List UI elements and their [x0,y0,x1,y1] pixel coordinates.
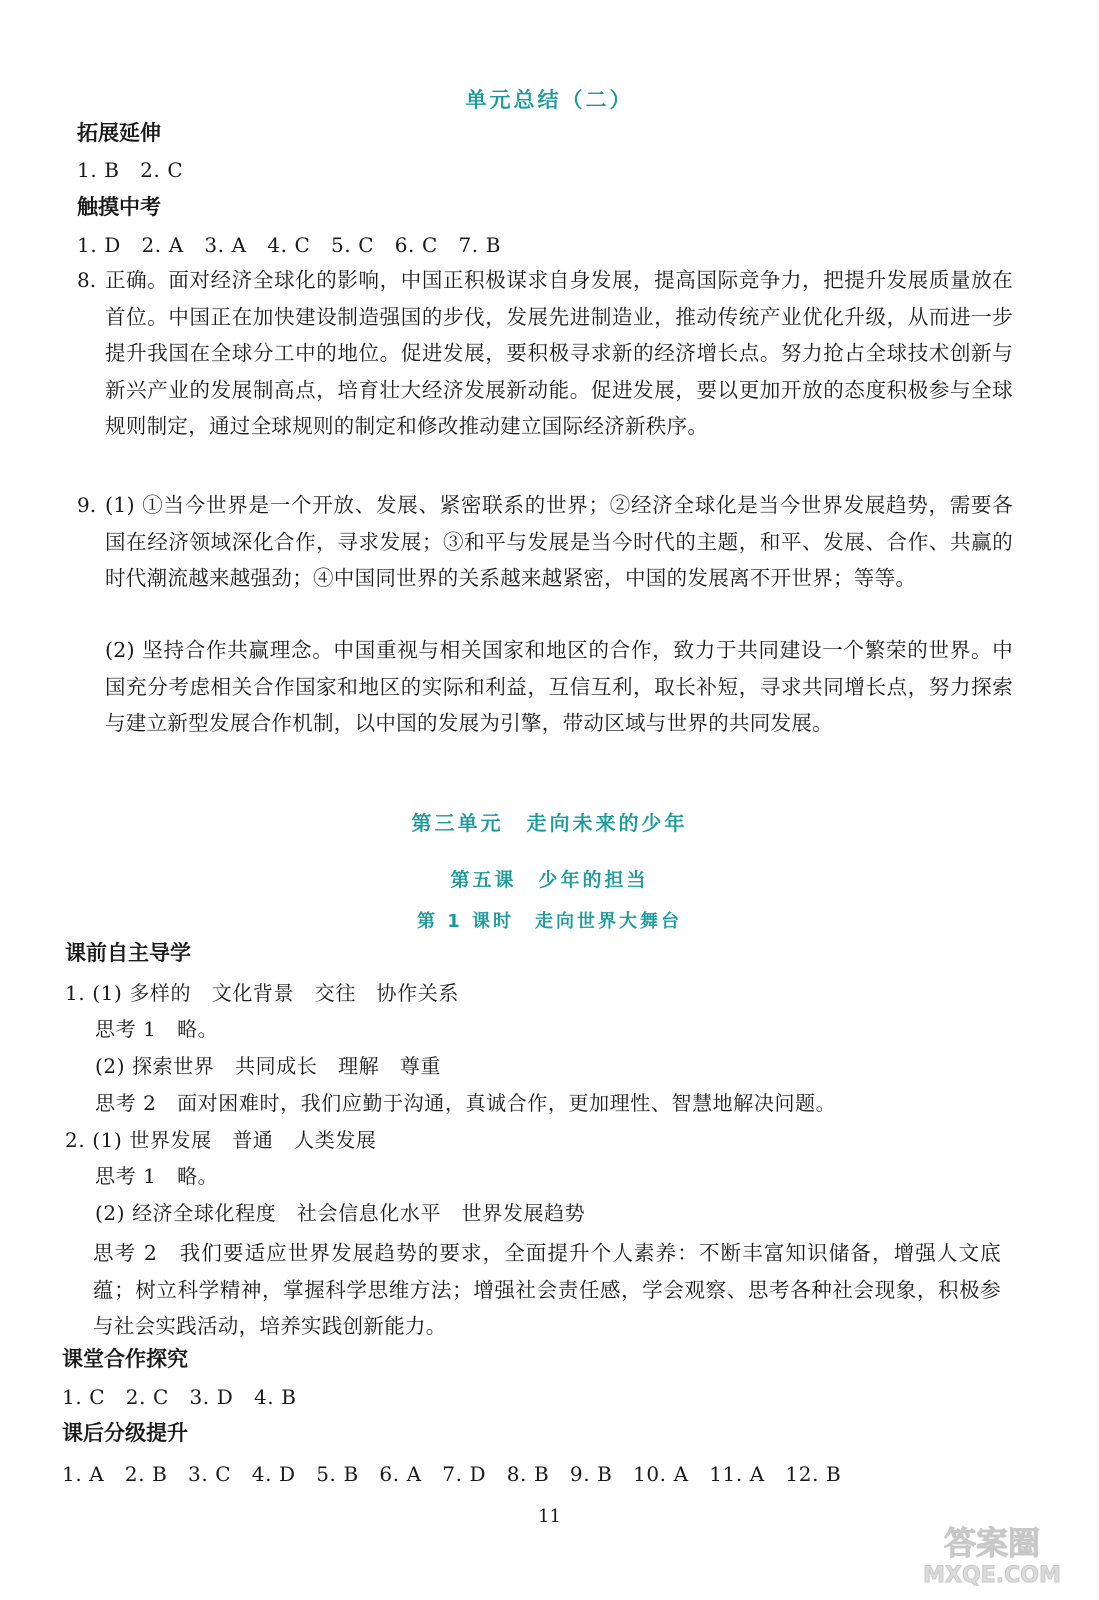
preview-line-4: 思考 2 面对困难时，我们应勤于沟通，真诚合作，更加理性、智慧地解决问题。 [95,1091,837,1115]
question-9-number: 9. [77,493,97,517]
classroom-answers: 1. C 2. C 3. D 4. B [62,1385,297,1409]
question-8-number: 8. [77,268,97,292]
section-heading-after-class: 课后分级提升 [62,1421,188,1445]
preview-line-7: (2) 经济全球化程度 社会信息化水平 世界发展趋势 [95,1201,586,1225]
watermark-logo [904,1518,1079,1588]
section-heading-classroom: 课堂合作探究 [62,1347,188,1371]
preview-line-5: 2. (1) 世界发展 普通 人类发展 [65,1128,377,1152]
svg-text:MXQE.COM: MXQE.COM [923,1563,1061,1588]
extension-answers: 1. B 2. C [77,158,184,182]
question-9-part-1: (1) ①当今世界是一个开放、发展、紧密联系的世界；②经济全球化是当今世界发展趋势，需要各国在经济领域深化合作，寻求发展；③和平与发展是当今时代的主题，和平、发展、合作、共赢的时代潮流越来越强劲；④中国同世界的关系越来越紧密，中国的发展离不开世界；等等。 [105,493,1013,590]
period-1-title: 第 1 课时 走向世界大舞台 [416,911,683,932]
section-heading-extension: 拓展延伸 [77,121,161,145]
section-heading-preview: 课前自主导学 [65,941,191,965]
preview-line-2: 思考 1 略。 [95,1017,219,1041]
after-class-answers: 1. A 2. B 3. C 4. D 5. B 6. A 7. D 8. B 9. B 10. A 11. A 12. B [62,1462,842,1486]
svg-text:答案圈: 答案圈 [943,1524,1041,1562]
question-9-part-2: (2) 坚持合作共赢理念。中国重视与相关国家和地区的合作，致力于共同建设一个繁荣的世界。中国充分考虑相关合作国家和地区的实际和利益，互信互利，取长补短，寻求共同增长点，努力探索与建立新型发展合作机制，以中国的发展为引擎，带动区域与世界的共同发展。 [105,638,1013,735]
section-heading-exam: 触摸中考 [77,195,161,219]
question-8-answer: 正确。面对经济全球化的影响，中国正积极谋求自身发展，提高国际竞争力，把提升发展质量放在首位。中国正在加快建设制造强国的步伐，发展先进制造业，推动传统产业优化升级，从而进一步提升我国在全球分工中的地位。促进发展，要积极寻求新的经济增长点。努力抢占全球技术创新与新兴产业的发展制高点，培育壮大经济发展新动能。促进发展，要以更加开放的态度积极参与全球规则制定，通过全球规则的制定和修改推动建立国际经济新秩序。 [105,268,1013,438]
unit-3-title: 第三单元 走向未来的少年 [411,811,688,835]
exam-answers: 1. D 2. A 3. A 4. C 5. C 6. C 7. B [77,233,502,257]
lesson-5-title: 第五课 少年的担当 [450,869,649,891]
preview-line-6: 思考 1 略。 [95,1164,219,1188]
preview-line-8: 思考 2 我们要适应世界发展趋势的要求，全面提升个人素养：不断丰富知识储备，增强人文底蕴；树立科学精神，掌握科学思维方法；增强社会责任感，学会观察、思考各种社会现象，积极参与社会实践活动，培养实践创新能力。 [93,1241,1001,1338]
page-number: 11 [538,1506,561,1527]
unit-summary-title: 单元总结（二） [465,88,634,112]
preview-line-3: (2) 探索世界 共同成长 理解 尊重 [95,1054,442,1078]
preview-line-1: 1. (1) 多样的 文化背景 交往 协作关系 [65,981,459,1005]
